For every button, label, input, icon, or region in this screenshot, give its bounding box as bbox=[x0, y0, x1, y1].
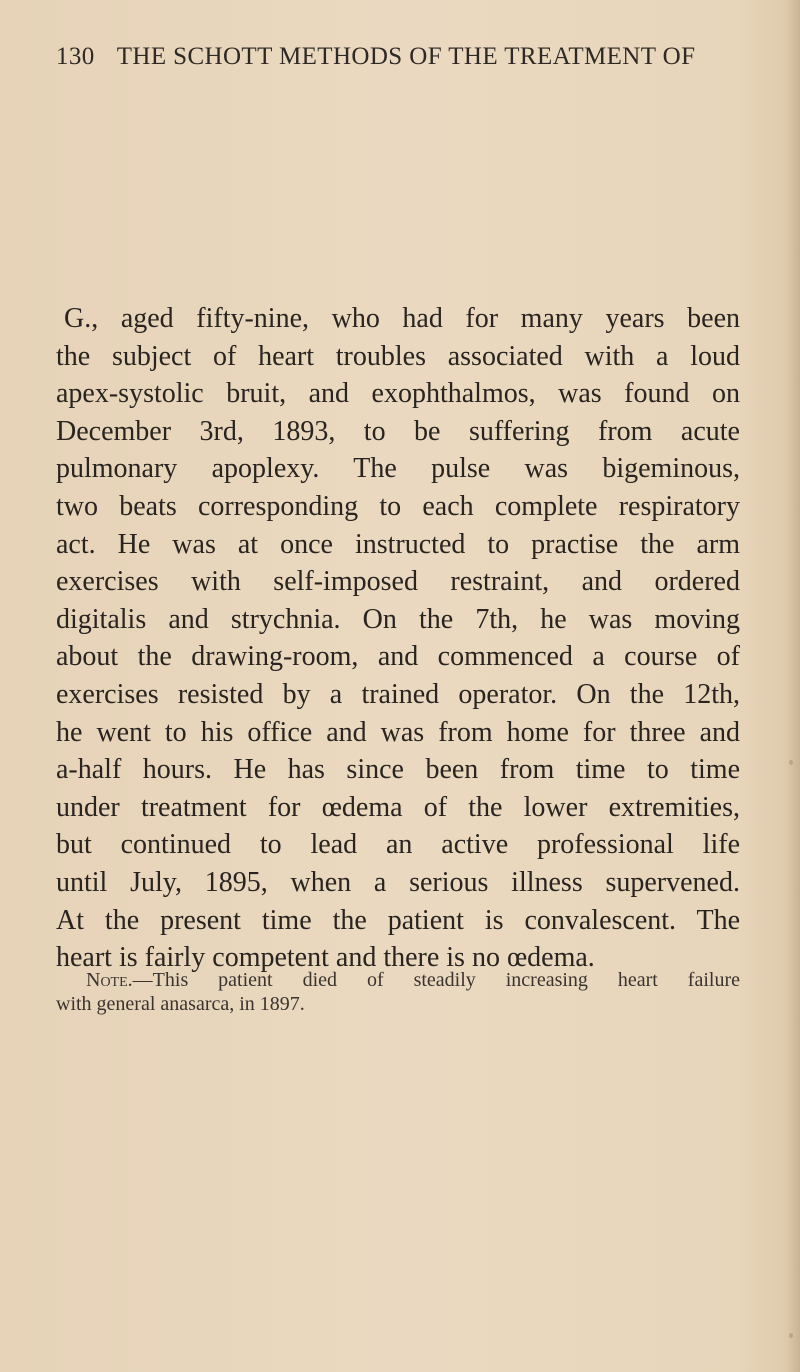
case-paragraph bbox=[56, 300, 740, 977]
paragraph-line: about the drawing-room, and commenced a course of bbox=[56, 641, 740, 673]
running-title: THE SCHOTT METHODS OF THE TREATMENT OF bbox=[116, 43, 696, 70]
paragraph-line: the subject of heart troubles associated with a loud bbox=[56, 340, 740, 372]
paragraph-line: under treatment for œdema of the lower extremities, bbox=[56, 791, 740, 823]
paper-speck bbox=[789, 1333, 793, 1338]
paragraph-line: apex-systolic bruit, and exophthalmos, was found on bbox=[56, 378, 740, 410]
paragraph-line: G., aged fifty-nine, who had for many years been bbox=[64, 303, 740, 334]
page-edge-shadow bbox=[786, 0, 800, 1372]
paragraph-line: exercises resisted by a trained operator. On the 12th, bbox=[56, 678, 740, 710]
paragraph-line: until July, 1895, when a serious illness supervened. bbox=[56, 866, 740, 898]
running-header bbox=[56, 42, 756, 72]
paragraph-line: pulmonary apoplexy. The pulse was bigeminous, bbox=[56, 453, 740, 485]
paragraph-line: heart is fairly competent and there is no œdema. bbox=[56, 942, 595, 974]
footnote-line bbox=[56, 968, 740, 992]
paragraph-line: two beats corresponding to each complete respiratory bbox=[56, 490, 740, 522]
paragraph-line: digitalis and strychnia. On the 7th, he was moving bbox=[56, 603, 740, 635]
footnote-text: —This patient died of steadily increasing heart failure bbox=[132, 969, 740, 991]
paragraph-line: a-half hours. He has since been from time to time bbox=[56, 754, 740, 786]
paper-speck bbox=[789, 760, 793, 765]
footnote-line: with general anasarca, in 1897. bbox=[56, 993, 305, 1015]
page-number: 130 bbox=[56, 43, 95, 70]
footnote bbox=[56, 968, 740, 1016]
paragraph-line: he went to his office and was from home for three and bbox=[56, 716, 740, 748]
paragraph-line: December 3rd, 1893, to be suffering from acute bbox=[56, 415, 740, 447]
paragraph-line: act. He was at once instructed to practise the arm bbox=[56, 528, 740, 560]
paragraph-line: exercises with self-imposed restraint, and ordered bbox=[56, 566, 740, 598]
footnote-label: Note. bbox=[86, 969, 133, 991]
paragraph-line: At the present time the patient is convalescent. The bbox=[56, 904, 740, 936]
paragraph-line: but continued to lead an active professional life bbox=[56, 829, 740, 861]
